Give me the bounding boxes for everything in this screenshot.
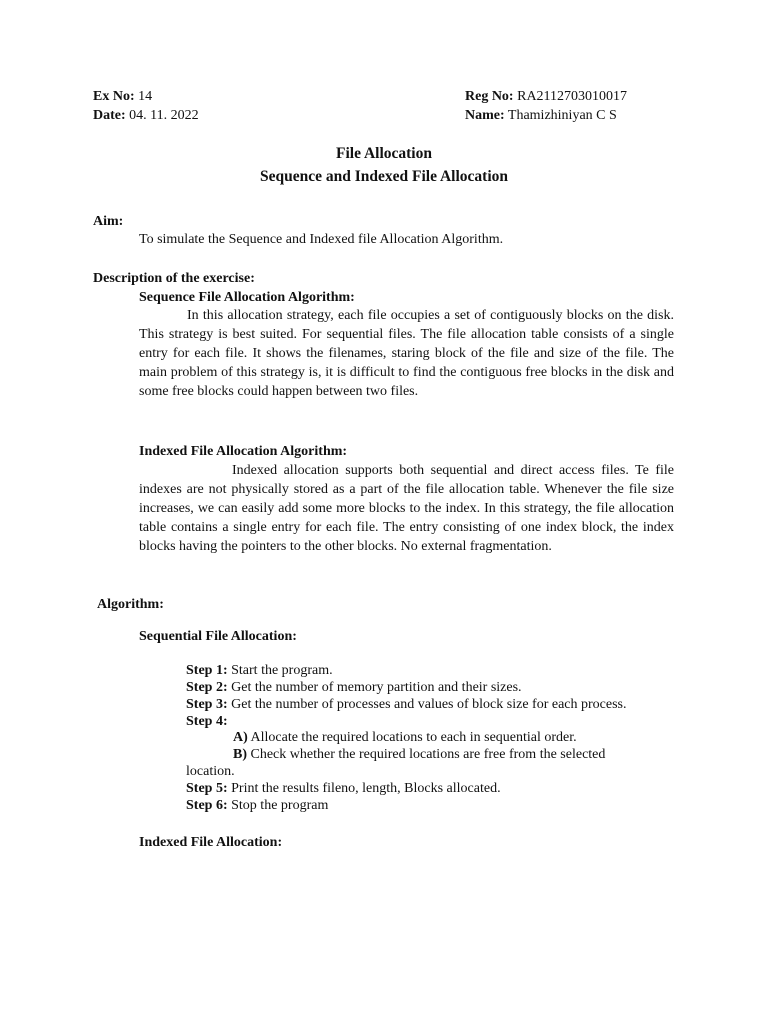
aim-text: To simulate the Sequence and Indexed file Allocation Algorithm.	[139, 232, 504, 247]
indexed-paragraph: Indexed allocation supports both sequential and direct access files. Te file indexes are not physically stored as a part of the file allocation table. Whenever the file size increases, we can easily add some more blocks to the index. In this strategy, the file allocation table contains a single entry for each file. The entry consisting of one index block, the index blocks having the pointers to the other blocks. No external fragmentation.	[139, 463, 674, 554]
ex-no-value: 14	[138, 89, 153, 104]
sequence-heading: Sequence File Allocation Algorithm:	[139, 290, 355, 305]
step-6-label: Step 6:	[186, 798, 228, 813]
sequence-paragraph: In this allocation strategy, each file occupies a set of contiguously blocks on the disk. This strategy is best suited. For sequential files. The file allocation table consists of a single entry for each file. It shows the filenames, staring block of the file and size of the file. The main problem of this strategy is, it is difficult to find the contiguous free blocks in the disk and some free blocks could happen between two files.	[139, 308, 674, 399]
indexed-allocation-heading: Indexed File Allocation:	[139, 835, 283, 850]
step-3-label: Step 3:	[186, 697, 228, 712]
step-4b	[233, 746, 605, 763]
step-2-label: Step 2:	[186, 680, 228, 695]
step-4a-text: Allocate the required locations to each in sequential order.	[247, 730, 577, 745]
reg-no-label: Reg No:	[465, 89, 514, 104]
indexed-heading: Indexed File Allocation Algorithm:	[139, 444, 348, 459]
step-5	[186, 780, 501, 797]
reg-no-value: RA2112703010017	[517, 89, 628, 104]
page-title: File Allocation	[335, 145, 432, 162]
step-6-text: Stop the program	[227, 798, 329, 813]
step-6	[186, 797, 328, 814]
step-1-text: Start the program.	[227, 663, 333, 678]
step-1	[186, 662, 333, 679]
step-4a	[233, 729, 577, 746]
step-5-label: Step 5:	[186, 781, 228, 796]
step-1-label: Step 1:	[186, 663, 228, 678]
step-4b-continuation: location.	[186, 764, 235, 779]
description-heading: Description of the exercise:	[93, 271, 255, 286]
step-2-text: Get the number of memory partition and their sizes.	[227, 680, 522, 695]
step-4-label: Step 4:	[186, 714, 228, 729]
step-4	[186, 713, 228, 730]
name-label: Name:	[465, 108, 505, 123]
reg-no-line	[465, 88, 627, 105]
name-value: Thamizhiniyan C S	[507, 108, 617, 123]
ex-no-label: Ex No:	[93, 89, 135, 104]
step-4b-label: B)	[233, 747, 247, 762]
step-4a-label: A)	[233, 730, 248, 745]
step-2	[186, 679, 522, 696]
aim-heading: Aim:	[93, 214, 124, 229]
sequential-allocation-heading: Sequential File Allocation:	[139, 629, 297, 644]
ex-no-line	[93, 88, 152, 105]
date-line	[93, 107, 199, 124]
step-5-text: Print the results fileno, length, Blocks allocated.	[227, 781, 501, 796]
date-value: 04. 11. 2022	[129, 108, 199, 123]
step-4b-text: Check whether the required locations are free from the selected	[247, 747, 606, 762]
step-3-text: Get the number of processes and values of block size for each process.	[227, 697, 627, 712]
page-subtitle: Sequence and Indexed File Allocation	[259, 168, 509, 185]
step-3	[186, 696, 626, 713]
name-line	[465, 107, 617, 124]
algorithm-heading: Algorithm:	[97, 597, 164, 612]
date-label: Date:	[93, 108, 126, 123]
